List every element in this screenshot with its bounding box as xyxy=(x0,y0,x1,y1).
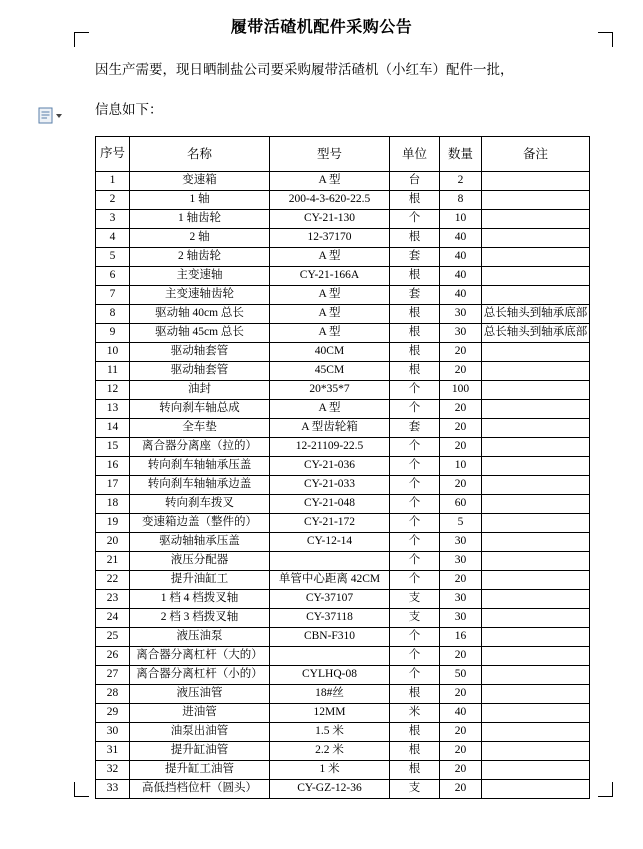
document-outline-icon xyxy=(38,107,64,125)
cell-seq: 7 xyxy=(96,285,130,304)
cell-unit: 根 xyxy=(390,684,440,703)
table-row xyxy=(96,418,590,437)
cell-seq: 31 xyxy=(96,741,130,760)
table-row xyxy=(96,551,590,570)
cell-remark xyxy=(482,760,590,779)
cell-model: CY-12-14 xyxy=(270,532,390,551)
cell-quantity: 20 xyxy=(440,760,482,779)
cell-unit: 个 xyxy=(390,665,440,684)
cell-quantity: 10 xyxy=(440,209,482,228)
table-row xyxy=(96,532,590,551)
cell-quantity: 20 xyxy=(440,342,482,361)
cell-unit: 米 xyxy=(390,703,440,722)
cell-quantity: 30 xyxy=(440,323,482,342)
cell-name: 转向刹车轴轴承压盖 xyxy=(130,456,270,475)
cell-name: 高低挡档位杆（圆头） xyxy=(130,779,270,798)
page-corner-top-left xyxy=(74,32,89,47)
table-row xyxy=(96,722,590,741)
cell-remark xyxy=(482,247,590,266)
cell-unit: 个 xyxy=(390,494,440,513)
cell-model: 45CM xyxy=(270,361,390,380)
cell-quantity: 20 xyxy=(440,741,482,760)
cell-seq: 6 xyxy=(96,266,130,285)
cell-name: 液压油管 xyxy=(130,684,270,703)
cell-unit: 个 xyxy=(390,399,440,418)
cell-remark xyxy=(482,228,590,247)
cell-unit: 支 xyxy=(390,779,440,798)
page-corner-top-right xyxy=(598,32,613,47)
cell-unit: 根 xyxy=(390,741,440,760)
document-page xyxy=(0,14,643,849)
cell-name: 主变速轴 xyxy=(130,266,270,285)
cell-remark xyxy=(482,494,590,513)
cell-name: 转向刹车拨叉 xyxy=(130,494,270,513)
cell-seq: 21 xyxy=(96,551,130,570)
cell-unit: 支 xyxy=(390,608,440,627)
cell-unit: 个 xyxy=(390,551,440,570)
column-header-quantity: 数量 xyxy=(440,136,482,171)
column-header-name: 名称 xyxy=(130,136,270,171)
page-corner-bottom-left xyxy=(74,782,89,797)
table-row xyxy=(96,285,590,304)
cell-remark xyxy=(482,361,590,380)
cell-quantity: 16 xyxy=(440,627,482,646)
cell-unit: 根 xyxy=(390,342,440,361)
cell-unit: 套 xyxy=(390,247,440,266)
cell-unit: 个 xyxy=(390,437,440,456)
cell-name: 液压油泵 xyxy=(130,627,270,646)
cell-remark xyxy=(482,722,590,741)
cell-quantity: 20 xyxy=(440,722,482,741)
cell-model: A 型 xyxy=(270,399,390,418)
cell-remark xyxy=(482,285,590,304)
cell-name: 1 轴齿轮 xyxy=(130,209,270,228)
cell-name: 驱动轴套管 xyxy=(130,342,270,361)
cell-name: 1 档 4 档拨叉轴 xyxy=(130,589,270,608)
cell-name: 变速箱 xyxy=(130,171,270,190)
parts-table xyxy=(95,136,590,799)
table-body xyxy=(96,171,590,798)
cell-name: 转向刹车轴总成 xyxy=(130,399,270,418)
cell-model: CY-21-036 xyxy=(270,456,390,475)
cell-name: 1 轴 xyxy=(130,190,270,209)
cell-unit: 套 xyxy=(390,285,440,304)
cell-quantity: 2 xyxy=(440,171,482,190)
cell-quantity: 30 xyxy=(440,608,482,627)
cell-quantity: 100 xyxy=(440,380,482,399)
cell-remark xyxy=(482,456,590,475)
cell-model: CY-21-172 xyxy=(270,513,390,532)
cell-seq: 11 xyxy=(96,361,130,380)
table-row xyxy=(96,475,590,494)
cell-seq: 30 xyxy=(96,722,130,741)
cell-seq: 22 xyxy=(96,570,130,589)
column-header-seq-text: 序号 xyxy=(99,146,125,161)
cell-quantity: 20 xyxy=(440,475,482,494)
cell-unit: 个 xyxy=(390,513,440,532)
cell-name: 提升缸油管 xyxy=(130,741,270,760)
cell-remark xyxy=(482,665,590,684)
cell-seq: 26 xyxy=(96,646,130,665)
cell-quantity: 20 xyxy=(440,399,482,418)
cell-model: 12-37170 xyxy=(270,228,390,247)
cell-quantity: 30 xyxy=(440,551,482,570)
page-corner-bottom-right xyxy=(598,782,613,797)
cell-remark xyxy=(482,646,590,665)
cell-remark xyxy=(482,589,590,608)
cell-seq: 13 xyxy=(96,399,130,418)
cell-seq: 10 xyxy=(96,342,130,361)
cell-model: CY-21-166A xyxy=(270,266,390,285)
table-row xyxy=(96,513,590,532)
cell-seq: 29 xyxy=(96,703,130,722)
cell-model: A 型 xyxy=(270,304,390,323)
cell-quantity: 60 xyxy=(440,494,482,513)
cell-model: 2.2 米 xyxy=(270,741,390,760)
cell-seq: 2 xyxy=(96,190,130,209)
cell-unit: 根 xyxy=(390,266,440,285)
cell-name: 主变速轴齿轮 xyxy=(130,285,270,304)
cell-model: CY-37118 xyxy=(270,608,390,627)
cell-remark xyxy=(482,513,590,532)
cell-name: 驱动轴套管 xyxy=(130,361,270,380)
cell-model: 单管中心距离 42CM xyxy=(270,570,390,589)
table-row xyxy=(96,741,590,760)
cell-remark xyxy=(482,532,590,551)
cell-remark xyxy=(482,190,590,209)
table-row xyxy=(96,171,590,190)
cell-seq: 5 xyxy=(96,247,130,266)
table-row xyxy=(96,760,590,779)
cell-unit: 根 xyxy=(390,190,440,209)
cell-model: CY-37107 xyxy=(270,589,390,608)
table-row xyxy=(96,266,590,285)
cell-quantity: 40 xyxy=(440,266,482,285)
column-header-remark: 备注 xyxy=(482,136,590,171)
cell-unit: 根 xyxy=(390,304,440,323)
cell-remark xyxy=(482,703,590,722)
table-row xyxy=(96,608,590,627)
cell-quantity: 40 xyxy=(440,247,482,266)
cell-remark xyxy=(482,437,590,456)
cell-unit: 个 xyxy=(390,532,440,551)
table-row xyxy=(96,703,590,722)
table-row xyxy=(96,228,590,247)
cell-seq: 15 xyxy=(96,437,130,456)
cell-remark xyxy=(482,608,590,627)
cell-model: 1 米 xyxy=(270,760,390,779)
cell-remark xyxy=(482,399,590,418)
table-row xyxy=(96,456,590,475)
cell-seq: 33 xyxy=(96,779,130,798)
cell-quantity: 20 xyxy=(440,779,482,798)
cell-quantity: 20 xyxy=(440,418,482,437)
paragraph-info-label: 信息如下： xyxy=(95,101,163,117)
cell-name: 驱动轴轴承压盖 xyxy=(130,532,270,551)
cell-remark: 总长轴头到轴承底部 xyxy=(482,304,590,323)
table-row xyxy=(96,304,590,323)
cell-model: 1.5 米 xyxy=(270,722,390,741)
cell-model: CY-21-130 xyxy=(270,209,390,228)
cell-name: 2 档 3 档拨叉轴 xyxy=(130,608,270,627)
cell-remark xyxy=(482,551,590,570)
cell-remark: 总长轴头到轴承底部 xyxy=(482,323,590,342)
cell-quantity: 40 xyxy=(440,285,482,304)
cell-model xyxy=(270,646,390,665)
cell-seq: 28 xyxy=(96,684,130,703)
cell-quantity: 8 xyxy=(440,190,482,209)
cell-seq: 14 xyxy=(96,418,130,437)
cell-quantity: 30 xyxy=(440,532,482,551)
cell-model xyxy=(270,551,390,570)
cell-model: 20*35*7 xyxy=(270,380,390,399)
cell-remark xyxy=(482,684,590,703)
cell-unit: 个 xyxy=(390,209,440,228)
cell-quantity: 20 xyxy=(440,646,482,665)
cell-remark xyxy=(482,475,590,494)
cell-model: 40CM xyxy=(270,342,390,361)
cell-name: 驱动轴 45cm 总长 xyxy=(130,323,270,342)
cell-quantity: 50 xyxy=(440,665,482,684)
cell-unit: 根 xyxy=(390,760,440,779)
cell-remark xyxy=(482,380,590,399)
cell-quantity: 40 xyxy=(440,228,482,247)
cell-seq: 1 xyxy=(96,171,130,190)
cell-seq: 16 xyxy=(96,456,130,475)
cell-name: 进油管 xyxy=(130,703,270,722)
cell-quantity: 20 xyxy=(440,437,482,456)
cell-remark xyxy=(482,779,590,798)
cell-remark xyxy=(482,570,590,589)
cell-name: 2 轴齿轮 xyxy=(130,247,270,266)
cell-name: 油封 xyxy=(130,380,270,399)
cell-remark xyxy=(482,418,590,437)
column-header-unit: 单位 xyxy=(390,136,440,171)
cell-unit: 套 xyxy=(390,418,440,437)
table-row xyxy=(96,380,590,399)
cell-name: 驱动轴 40cm 总长 xyxy=(130,304,270,323)
cell-unit: 个 xyxy=(390,646,440,665)
cell-unit: 个 xyxy=(390,380,440,399)
cell-seq: 23 xyxy=(96,589,130,608)
cell-remark xyxy=(482,209,590,228)
cell-name: 转向刹车轴轴承边盖 xyxy=(130,475,270,494)
cell-unit: 台 xyxy=(390,171,440,190)
table-row xyxy=(96,247,590,266)
cell-name: 变速箱边盖（整件的） xyxy=(130,513,270,532)
table-row xyxy=(96,209,590,228)
cell-unit: 根 xyxy=(390,228,440,247)
table-row xyxy=(96,570,590,589)
cell-model: A 型 xyxy=(270,247,390,266)
cell-model: A 型 xyxy=(270,285,390,304)
cell-model: CY-21-033 xyxy=(270,475,390,494)
cell-seq: 17 xyxy=(96,475,130,494)
cell-name: 液压分配器 xyxy=(130,551,270,570)
cell-unit: 根 xyxy=(390,323,440,342)
cell-quantity: 5 xyxy=(440,513,482,532)
cell-remark xyxy=(482,741,590,760)
cell-seq: 27 xyxy=(96,665,130,684)
cell-quantity: 30 xyxy=(440,589,482,608)
cell-quantity: 30 xyxy=(440,304,482,323)
cell-name: 离合器分离座（拉的） xyxy=(130,437,270,456)
cell-unit: 个 xyxy=(390,627,440,646)
cell-quantity: 20 xyxy=(440,361,482,380)
cell-model: 12-21109-22.5 xyxy=(270,437,390,456)
cell-name: 离合器分离杠杆（小的） xyxy=(130,665,270,684)
cell-model: CYLHQ-08 xyxy=(270,665,390,684)
cell-seq: 4 xyxy=(96,228,130,247)
cell-remark xyxy=(482,171,590,190)
table-row xyxy=(96,665,590,684)
cell-seq: 9 xyxy=(96,323,130,342)
cell-seq: 19 xyxy=(96,513,130,532)
table-row xyxy=(96,646,590,665)
cell-name: 离合器分离杠杆（大的） xyxy=(130,646,270,665)
table-row xyxy=(96,342,590,361)
table-header-row xyxy=(96,136,590,171)
cell-seq: 24 xyxy=(96,608,130,627)
cell-name: 提升缸工油管 xyxy=(130,760,270,779)
cell-seq: 8 xyxy=(96,304,130,323)
cell-model: 200-4-3-620-22.5 xyxy=(270,190,390,209)
cell-name: 油泵出油管 xyxy=(130,722,270,741)
table-row xyxy=(96,779,590,798)
cell-seq: 12 xyxy=(96,380,130,399)
cell-seq: 3 xyxy=(96,209,130,228)
table-row xyxy=(96,627,590,646)
paragraph-intro: 因生产需要，现日晒制盐公司要采购履带活碴机（小红车）配件一批， xyxy=(95,62,514,77)
cell-unit: 根 xyxy=(390,722,440,741)
cell-model: CBN-F310 xyxy=(270,627,390,646)
cell-remark xyxy=(482,266,590,285)
cell-model: CY-GZ-12-36 xyxy=(270,779,390,798)
cell-model: A 型 xyxy=(270,171,390,190)
cell-model: CY-21-048 xyxy=(270,494,390,513)
column-header-model: 型号 xyxy=(270,136,390,171)
page-title: 履带活碴机配件采购公告 xyxy=(230,19,413,36)
cell-model: A 型 xyxy=(270,323,390,342)
cell-quantity: 40 xyxy=(440,703,482,722)
cell-unit: 支 xyxy=(390,589,440,608)
cell-model: A 型齿轮箱 xyxy=(270,418,390,437)
cell-name: 全车垫 xyxy=(130,418,270,437)
cell-model: 12MM xyxy=(270,703,390,722)
cell-remark xyxy=(482,627,590,646)
cell-seq: 18 xyxy=(96,494,130,513)
table-row xyxy=(96,323,590,342)
cell-unit: 个 xyxy=(390,456,440,475)
table-row xyxy=(96,361,590,380)
cell-unit: 个 xyxy=(390,475,440,494)
cell-seq: 32 xyxy=(96,760,130,779)
table-row xyxy=(96,437,590,456)
cell-name: 提升油缸工 xyxy=(130,570,270,589)
table-row xyxy=(96,494,590,513)
cell-unit: 根 xyxy=(390,361,440,380)
table-row xyxy=(96,190,590,209)
cell-quantity: 10 xyxy=(440,456,482,475)
cell-quantity: 20 xyxy=(440,570,482,589)
cell-name: 2 轴 xyxy=(130,228,270,247)
cell-seq: 20 xyxy=(96,532,130,551)
table-row xyxy=(96,684,590,703)
cell-model: 18#丝 xyxy=(270,684,390,703)
column-header-seq xyxy=(96,136,130,171)
table-row xyxy=(96,589,590,608)
table-row xyxy=(96,399,590,418)
cell-quantity: 20 xyxy=(440,684,482,703)
cell-unit: 个 xyxy=(390,570,440,589)
cell-seq: 25 xyxy=(96,627,130,646)
cell-remark xyxy=(482,342,590,361)
